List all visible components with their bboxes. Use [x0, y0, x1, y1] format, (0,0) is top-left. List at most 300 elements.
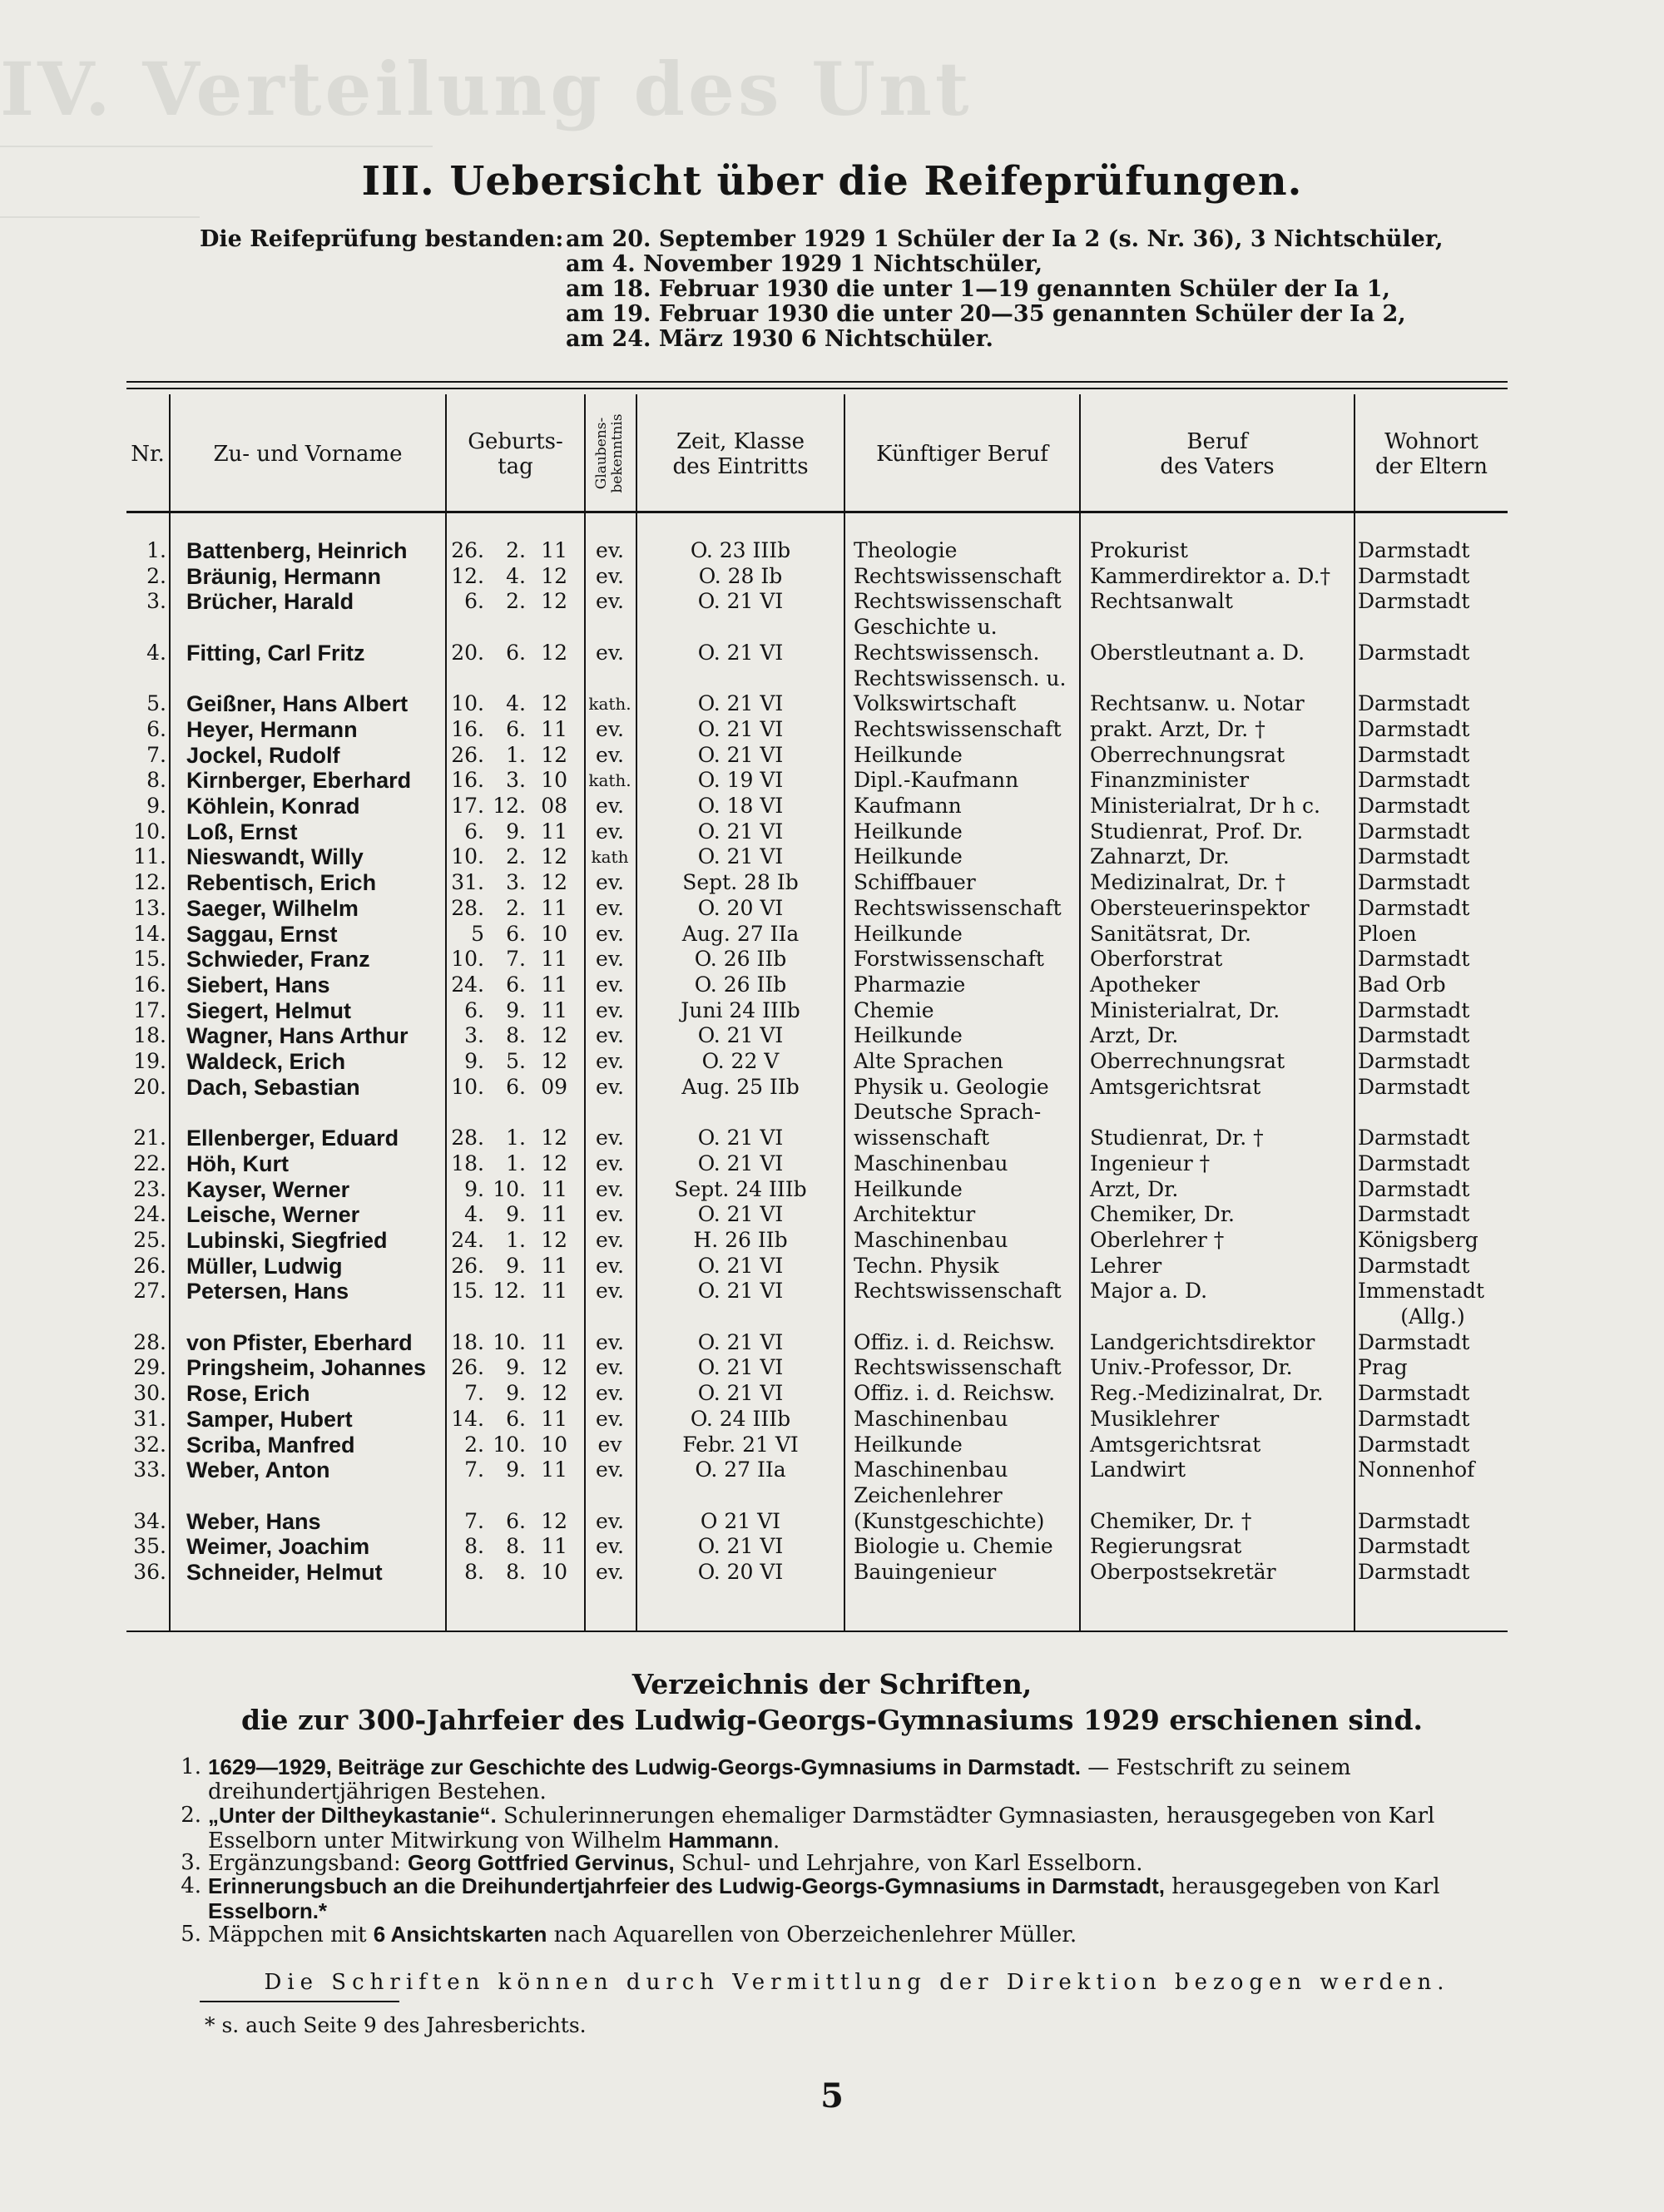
father-profession: Rechtsanwalt	[1090, 589, 1233, 614]
writings-item-text: herausgegeben von Karl	[1164, 1874, 1440, 1899]
father-profession: Lehrer	[1090, 1253, 1162, 1278]
father-profession: Oberrechnungsrat	[1090, 742, 1285, 767]
student-name: Geißner, Hans Albert	[186, 691, 409, 717]
religion: ev.	[596, 1381, 624, 1406]
row-number: 23.	[133, 1176, 166, 1201]
row-number: 27.	[133, 1279, 166, 1304]
birth-day: 31.	[451, 870, 484, 895]
table-row	[0, 870, 1664, 896]
student-name: Rose, Erich	[186, 1381, 310, 1407]
father-profession: Univ.-Professor, Dr.	[1090, 1355, 1293, 1380]
entry-class: O. 21 VI	[697, 1355, 784, 1380]
row-number: 14.	[133, 921, 166, 946]
bleed-through-text: IV. Verteilung des Unt	[0, 46, 973, 132]
birth-month: 8.	[506, 1534, 526, 1559]
table-row	[0, 1023, 1664, 1049]
student-name: Jockel, Rudolf	[186, 742, 340, 768]
entry-class: O. 26 IIb	[694, 947, 787, 972]
birth-year: 11	[541, 895, 567, 920]
distribution-note: Die Schriften können durch Vermittlung der Direktion bezogen werden.	[264, 1970, 1450, 1995]
row-number: 19.	[133, 1049, 166, 1073]
religion: ev.	[596, 1534, 624, 1559]
row-number: 22.	[133, 1151, 166, 1175]
entry-class: Aug. 25 IIb	[681, 1074, 800, 1099]
student-name: Saggau, Ernst	[186, 921, 338, 947]
intro-line: am 19. Februar 1930 die unter 20—35 genannten Schüler der Ia 2,	[566, 301, 1406, 327]
writings-item-text: Mäppchen mit	[208, 1923, 374, 1947]
table-row	[0, 922, 1664, 948]
father-profession: Prokurist	[1090, 538, 1188, 562]
birth-year: 08	[541, 794, 567, 818]
bleed-through-line	[0, 146, 433, 147]
birth-year: 11	[541, 1457, 567, 1482]
father-profession: Studienrat, Dr. †	[1090, 1126, 1264, 1151]
table-row	[0, 1075, 1664, 1101]
birth-month: 1.	[506, 1151, 526, 1175]
father-profession: Oberlehrer †	[1090, 1227, 1225, 1252]
student-name: Battenberg, Heinrich	[186, 538, 408, 563]
birth-year: 10	[541, 768, 567, 793]
birth-year: 10	[541, 1560, 567, 1584]
future-career: Heilkunde	[854, 1023, 963, 1048]
student-name: Heyer, Hermann	[186, 716, 358, 742]
birth-day: 8.	[464, 1560, 484, 1584]
entry-class: Sept. 28 Ib	[682, 870, 799, 895]
religion: ev.	[596, 1023, 624, 1048]
table-row	[0, 972, 1664, 998]
parents-residence: (Allg.)	[1400, 1304, 1465, 1329]
father-profession: Amtsgerichtsrat	[1090, 1074, 1261, 1099]
birth-year: 11	[541, 1202, 567, 1227]
intro-paragraph	[200, 227, 1473, 352]
entry-class: O. 26 IIb	[694, 972, 787, 997]
table-row	[0, 1254, 1664, 1279]
birth-month: 1.	[506, 742, 526, 767]
parents-residence: Prag	[1358, 1355, 1408, 1380]
parents-residence: Darmstadt	[1358, 1432, 1470, 1457]
birth-year: 12	[541, 742, 567, 767]
intro-lead: Die Reifeprüfung bestanden:	[200, 226, 564, 252]
birth-month: 3.	[506, 870, 526, 895]
table-row	[0, 666, 1664, 717]
future-career: Rechtswissensch.	[854, 640, 1040, 665]
student-name: Schneider, Helmut	[186, 1560, 383, 1585]
birth-day: 24.	[451, 972, 484, 997]
table-row	[0, 768, 1664, 794]
entry-class: Aug. 27 IIa	[681, 921, 800, 946]
row-number: 35.	[133, 1534, 166, 1559]
student-name: Weimer, Joachim	[186, 1534, 370, 1560]
birth-month: 10.	[493, 1176, 526, 1201]
birth-year: 10	[541, 1432, 567, 1457]
page-number: 5	[820, 2076, 844, 2116]
future-career: Alte Sprachen	[854, 1049, 1003, 1073]
row-number: 32.	[133, 1432, 166, 1457]
table-row	[0, 538, 1664, 564]
future-career: Geschichte u.	[854, 615, 998, 640]
future-career: Forstwissenschaft	[854, 947, 1044, 972]
student-name: Müller, Ludwig	[186, 1253, 343, 1279]
parents-residence: Darmstadt	[1358, 691, 1470, 716]
table-row	[0, 844, 1664, 870]
religion: ev.	[596, 1151, 624, 1175]
entry-class: Sept. 24 IIIb	[674, 1176, 807, 1201]
birth-year: 12	[541, 1049, 567, 1073]
parents-residence: Königsberg	[1358, 1227, 1478, 1252]
birth-year: 12	[541, 640, 567, 665]
table-row	[0, 615, 1664, 666]
student-name: Brücher, Harald	[186, 589, 354, 615]
birth-day: 26.	[451, 1355, 484, 1380]
writings-item-text: .	[772, 1828, 780, 1853]
birth-day: 28.	[451, 1126, 484, 1151]
row-number: 11.	[133, 844, 166, 869]
parents-residence: Darmstadt	[1358, 1329, 1470, 1354]
row-number: 36.	[133, 1560, 166, 1584]
student-name: Weber, Hans	[186, 1508, 321, 1534]
entry-class: O. 21 VI	[697, 844, 784, 869]
father-profession: Sanitätsrat, Dr.	[1090, 921, 1251, 946]
religion: ev.	[596, 1074, 624, 1099]
birth-year: 11	[541, 997, 567, 1022]
table-row	[0, 819, 1664, 845]
parents-residence: Darmstadt	[1358, 716, 1470, 741]
table-top-rule	[126, 381, 1508, 383]
religion: ev.	[596, 716, 624, 741]
writings-item-emphasis: Georg Gottfried Gervinus,	[408, 1850, 675, 1875]
student-name: Schwieder, Franz	[186, 947, 370, 972]
row-number: 1.	[146, 538, 166, 562]
birth-year: 11	[541, 1329, 567, 1354]
religion: ev.	[596, 1227, 624, 1252]
birth-day: 5	[471, 921, 484, 946]
religion: ev.	[596, 921, 624, 946]
birth-month: 3.	[506, 768, 526, 793]
religion: ev.	[596, 1176, 624, 1201]
entry-class: O. 21 VI	[697, 742, 784, 767]
birth-day: 17.	[451, 794, 484, 818]
birth-year: 12	[541, 1023, 567, 1048]
father-profession: Obersteuerinspektor	[1090, 895, 1310, 920]
entry-class: O. 21 VI	[697, 716, 784, 741]
parents-residence: Bad Orb	[1358, 972, 1446, 997]
birth-year: 12	[541, 563, 567, 588]
birth-year: 11	[541, 716, 567, 741]
student-name: Dach, Sebastian	[186, 1074, 360, 1100]
parents-residence: Darmstadt	[1358, 589, 1470, 614]
future-career: Heilkunde	[854, 1176, 963, 1201]
future-career: Heilkunde	[854, 921, 963, 946]
entry-class: O. 21 VI	[697, 1253, 784, 1278]
birth-month: 6.	[506, 1074, 526, 1099]
father-profession: Apotheker	[1090, 972, 1200, 997]
parents-residence: Darmstadt	[1358, 1074, 1470, 1099]
religion: ev.	[596, 1406, 624, 1431]
birth-month: 2.	[506, 844, 526, 869]
table-top-rule	[126, 388, 1508, 389]
birth-day: 7.	[464, 1457, 484, 1482]
parents-residence: Darmstadt	[1358, 1508, 1470, 1533]
religion: ev.	[596, 1560, 624, 1584]
father-profession: Major a. D.	[1090, 1279, 1208, 1304]
row-number: 12.	[133, 870, 166, 895]
table-row	[0, 1433, 1664, 1458]
table-row	[0, 1228, 1664, 1254]
table-row	[0, 743, 1664, 769]
student-name: Rebentisch, Erich	[186, 870, 377, 896]
parents-residence: Darmstadt	[1358, 1176, 1470, 1201]
writings-item-number: 5.	[181, 1922, 201, 1947]
birth-year: 12	[541, 589, 567, 614]
row-number: 9.	[146, 794, 166, 818]
birth-day: 6.	[464, 997, 484, 1022]
birth-day: 28.	[451, 895, 484, 920]
student-name: Weber, Anton	[186, 1457, 330, 1483]
header-father-profession: Beruf des Vaters	[1160, 428, 1275, 479]
parents-residence: Darmstadt	[1358, 768, 1470, 793]
religion: ev.	[596, 972, 624, 997]
entry-class: O. 21 VI	[697, 819, 784, 844]
birth-month: 4.	[506, 691, 526, 716]
father-profession: Oberpostsekretär	[1090, 1560, 1276, 1584]
birth-month: 7.	[506, 947, 526, 972]
father-profession: Arzt, Dr.	[1090, 1176, 1179, 1201]
entry-class: O. 27 IIa	[695, 1457, 786, 1482]
father-profession: Arzt, Dr.	[1090, 1023, 1179, 1048]
table-row	[0, 998, 1664, 1024]
entry-class: O. 23 IIIb	[690, 538, 791, 562]
entry-class: O. 21 VI	[697, 691, 784, 716]
father-profession: Landgerichtsdirektor	[1090, 1329, 1315, 1354]
row-number: 5.	[146, 691, 166, 716]
parents-residence: Darmstadt	[1358, 563, 1470, 588]
table-row	[0, 1560, 1664, 1586]
parents-residence: Darmstadt	[1358, 640, 1470, 665]
birth-year: 11	[541, 1253, 567, 1278]
religion: ev.	[596, 1049, 624, 1073]
future-career: Maschinenbau	[854, 1406, 1008, 1431]
birth-day: 12.	[451, 563, 484, 588]
row-number: 26.	[133, 1253, 166, 1278]
future-career: Rechtswissenschaft	[854, 1279, 1062, 1304]
birth-year: 12	[541, 1355, 567, 1380]
future-career: Biologie u. Chemie	[854, 1534, 1053, 1559]
future-career: wissenschaft	[854, 1126, 990, 1151]
birth-day: 2.	[464, 1432, 484, 1457]
religion: ev.	[596, 794, 624, 818]
religion: ev.	[596, 589, 624, 614]
father-profession: Zahnarzt, Dr.	[1090, 844, 1230, 869]
future-career: Maschinenbau	[854, 1227, 1008, 1252]
father-profession: Regierungsrat	[1090, 1534, 1242, 1559]
future-career: Heilkunde	[854, 742, 963, 767]
entry-class: O. 20 VI	[697, 895, 784, 920]
father-profession: Oberrechnungsrat	[1090, 1049, 1285, 1073]
parents-residence: Darmstadt	[1358, 997, 1470, 1022]
row-number: 10.	[133, 819, 166, 844]
birth-day: 18.	[451, 1151, 484, 1175]
writings-item-text: — Festschrift zu seinem dreihundertjährigen Bestehen.	[208, 1755, 1351, 1804]
writings-item-title: „Unter der Diltheykastanie“.	[208, 1803, 497, 1828]
student-name: Ellenberger, Eduard	[186, 1126, 399, 1151]
religion: ev.	[596, 1457, 624, 1482]
writings-item-number: 4.	[181, 1873, 201, 1898]
table-row	[0, 1049, 1664, 1075]
student-name: von Pfister, Eberhard	[186, 1329, 413, 1355]
birth-year: 10	[541, 921, 567, 946]
birth-day: 3.	[464, 1023, 484, 1048]
birth-year: 12	[541, 844, 567, 869]
birth-year: 12	[541, 1126, 567, 1151]
future-career: Rechtswissenschaft	[854, 1355, 1062, 1380]
student-name: Siebert, Hans	[186, 972, 330, 997]
student-name: Petersen, Hans	[186, 1279, 349, 1304]
birth-year: 11	[541, 819, 567, 844]
religion: kath.	[588, 770, 631, 791]
row-number: 20.	[133, 1074, 166, 1099]
row-number: 8.	[146, 768, 166, 793]
table-row	[0, 947, 1664, 972]
birth-day: 16.	[451, 768, 484, 793]
entry-class: O. 21 VI	[697, 1202, 784, 1227]
birth-month: 6.	[506, 972, 526, 997]
entry-class: O. 21 VI	[697, 1279, 784, 1304]
writings-title: Verzeichnis der Schriften,	[631, 1668, 1033, 1700]
student-name: Nieswandt, Willy	[186, 844, 364, 870]
birth-year: 11	[541, 1176, 567, 1201]
parents-residence: Darmstadt	[1358, 794, 1470, 818]
table-row	[0, 564, 1664, 590]
birth-day: 26.	[451, 1253, 484, 1278]
student-name: Scriba, Manfred	[186, 1432, 355, 1457]
table-header-rule	[126, 511, 1508, 513]
table-row	[0, 1177, 1664, 1203]
writings-item	[181, 1922, 1514, 1947]
birth-day: 9.	[464, 1049, 484, 1073]
parents-residence: Darmstadt	[1358, 895, 1470, 920]
birth-year: 11	[541, 947, 567, 972]
religion: ev.	[596, 947, 624, 972]
entry-class: H. 26 IIb	[693, 1227, 788, 1252]
religion: ev.	[596, 997, 624, 1022]
birth-day: 7.	[464, 1381, 484, 1406]
birth-day: 10.	[451, 844, 484, 869]
father-profession: Chemiker, Dr.	[1090, 1202, 1235, 1227]
religion: ev.	[596, 742, 624, 767]
table-row	[0, 589, 1664, 615]
birth-day: 7.	[464, 1508, 484, 1533]
father-profession: Amtsgerichtsrat	[1090, 1432, 1261, 1457]
writings-item-title: Erinnerungsbuch an die Dreihundertjahrfeier des Ludwig-Georgs-Gymnasiums in Darmstadt,	[208, 1873, 1165, 1898]
row-number: 25.	[133, 1227, 166, 1252]
entry-class: O. 24 IIIb	[690, 1406, 791, 1431]
birth-day: 10.	[451, 947, 484, 972]
birth-month: 9.	[506, 1457, 526, 1482]
row-number: 13.	[133, 895, 166, 920]
birth-year: 12	[541, 1151, 567, 1175]
father-profession: Kammerdirektor a. D.†	[1090, 563, 1331, 588]
birth-month: 6.	[506, 1508, 526, 1533]
parents-residence: Darmstadt	[1358, 1534, 1470, 1559]
writings-item-number: 2.	[181, 1803, 201, 1828]
table-row	[0, 1100, 1664, 1151]
page-title: III. Uebersicht über die Reifeprüfungen.	[361, 158, 1303, 205]
entry-class: O. 21 VI	[697, 1151, 784, 1175]
birth-year: 11	[541, 972, 567, 997]
father-profession: Medizinalrat, Dr. †	[1090, 870, 1285, 895]
writings-item-emphasis: Esselborn.*	[208, 1898, 328, 1923]
father-profession: Studienrat, Prof. Dr.	[1090, 819, 1304, 844]
student-name: Samper, Hubert	[186, 1406, 353, 1432]
writings-item-text: Ergänzungsband:	[208, 1851, 409, 1876]
table-row	[0, 1202, 1664, 1228]
future-career: Pharmazie	[854, 972, 966, 997]
birth-month: 6.	[506, 1406, 526, 1431]
future-career: Kaufmann	[854, 794, 962, 818]
birth-year: 12	[541, 691, 567, 716]
intro-line: am 24. März 1930 6 Nichtschüler.	[566, 326, 993, 352]
header-name: Zu- und Vorname	[213, 441, 403, 467]
table-row	[0, 1279, 1664, 1329]
future-career: Rechtswissensch. u.	[854, 666, 1067, 690]
footnote: * s. auch Seite 9 des Jahresberichts.	[205, 2013, 587, 2037]
future-career: Theologie	[854, 538, 958, 562]
birth-month: 6.	[506, 716, 526, 741]
parents-residence: Ploen	[1358, 921, 1417, 946]
table-row	[0, 896, 1664, 922]
row-number: 4.	[146, 640, 166, 665]
future-career: Rechtswissenschaft	[854, 716, 1062, 741]
student-name: Saeger, Wilhelm	[186, 895, 359, 921]
table-row	[0, 1355, 1664, 1381]
future-career: Rechtswissenschaft	[854, 563, 1062, 588]
student-name: Siegert, Helmut	[186, 997, 352, 1023]
future-career: Rechtswissenschaft	[854, 895, 1062, 920]
future-career: Heilkunde	[854, 1432, 963, 1457]
writings-item	[181, 1873, 1514, 1924]
row-number: 18.	[133, 1023, 166, 1048]
entry-class: O. 21 VI	[697, 1329, 784, 1354]
religion: ev.	[596, 1329, 624, 1354]
writings-item-text: Schulerinnerungen ehemaliger Darmstädter Gymnasiasten, herausgegeben von Karl Esselborn unter Mitwirkung von Wilhelm	[208, 1804, 1435, 1853]
future-career: Architektur	[854, 1202, 976, 1227]
row-number: 28.	[133, 1329, 166, 1354]
father-profession: prakt. Arzt, Dr. †	[1090, 716, 1265, 741]
table-row	[0, 1407, 1664, 1433]
entry-class: O. 21 VI	[697, 1023, 784, 1048]
birth-month: 12.	[493, 794, 526, 818]
birth-month: 1.	[506, 1126, 526, 1151]
birth-day: 4.	[464, 1202, 484, 1227]
birth-month: 9.	[506, 1355, 526, 1380]
birth-year: 11	[541, 1534, 567, 1559]
writings-item	[181, 1754, 1514, 1804]
intro-line: am 20. September 1929 1 Schüler der Ia 2 (s. Nr. 36), 3 Nichtschüler,	[566, 226, 1444, 252]
birth-day: 8.	[464, 1534, 484, 1559]
row-number: 34.	[133, 1508, 166, 1533]
parents-residence: Darmstadt	[1358, 1049, 1470, 1073]
writings-item-text: nach Aquarellen von Oberzeichenlehrer Müller.	[547, 1923, 1077, 1947]
father-profession: Landwirt	[1090, 1457, 1186, 1482]
birth-year: 11	[541, 538, 567, 562]
religion: ev.	[596, 1355, 624, 1380]
future-career: Bauingenieur	[854, 1560, 997, 1584]
table-row	[0, 717, 1664, 743]
entry-class: O. 21 VI	[697, 640, 784, 665]
writings-item-number: 1.	[181, 1754, 201, 1779]
birth-day: 18.	[451, 1329, 484, 1354]
birth-month: 6.	[506, 640, 526, 665]
